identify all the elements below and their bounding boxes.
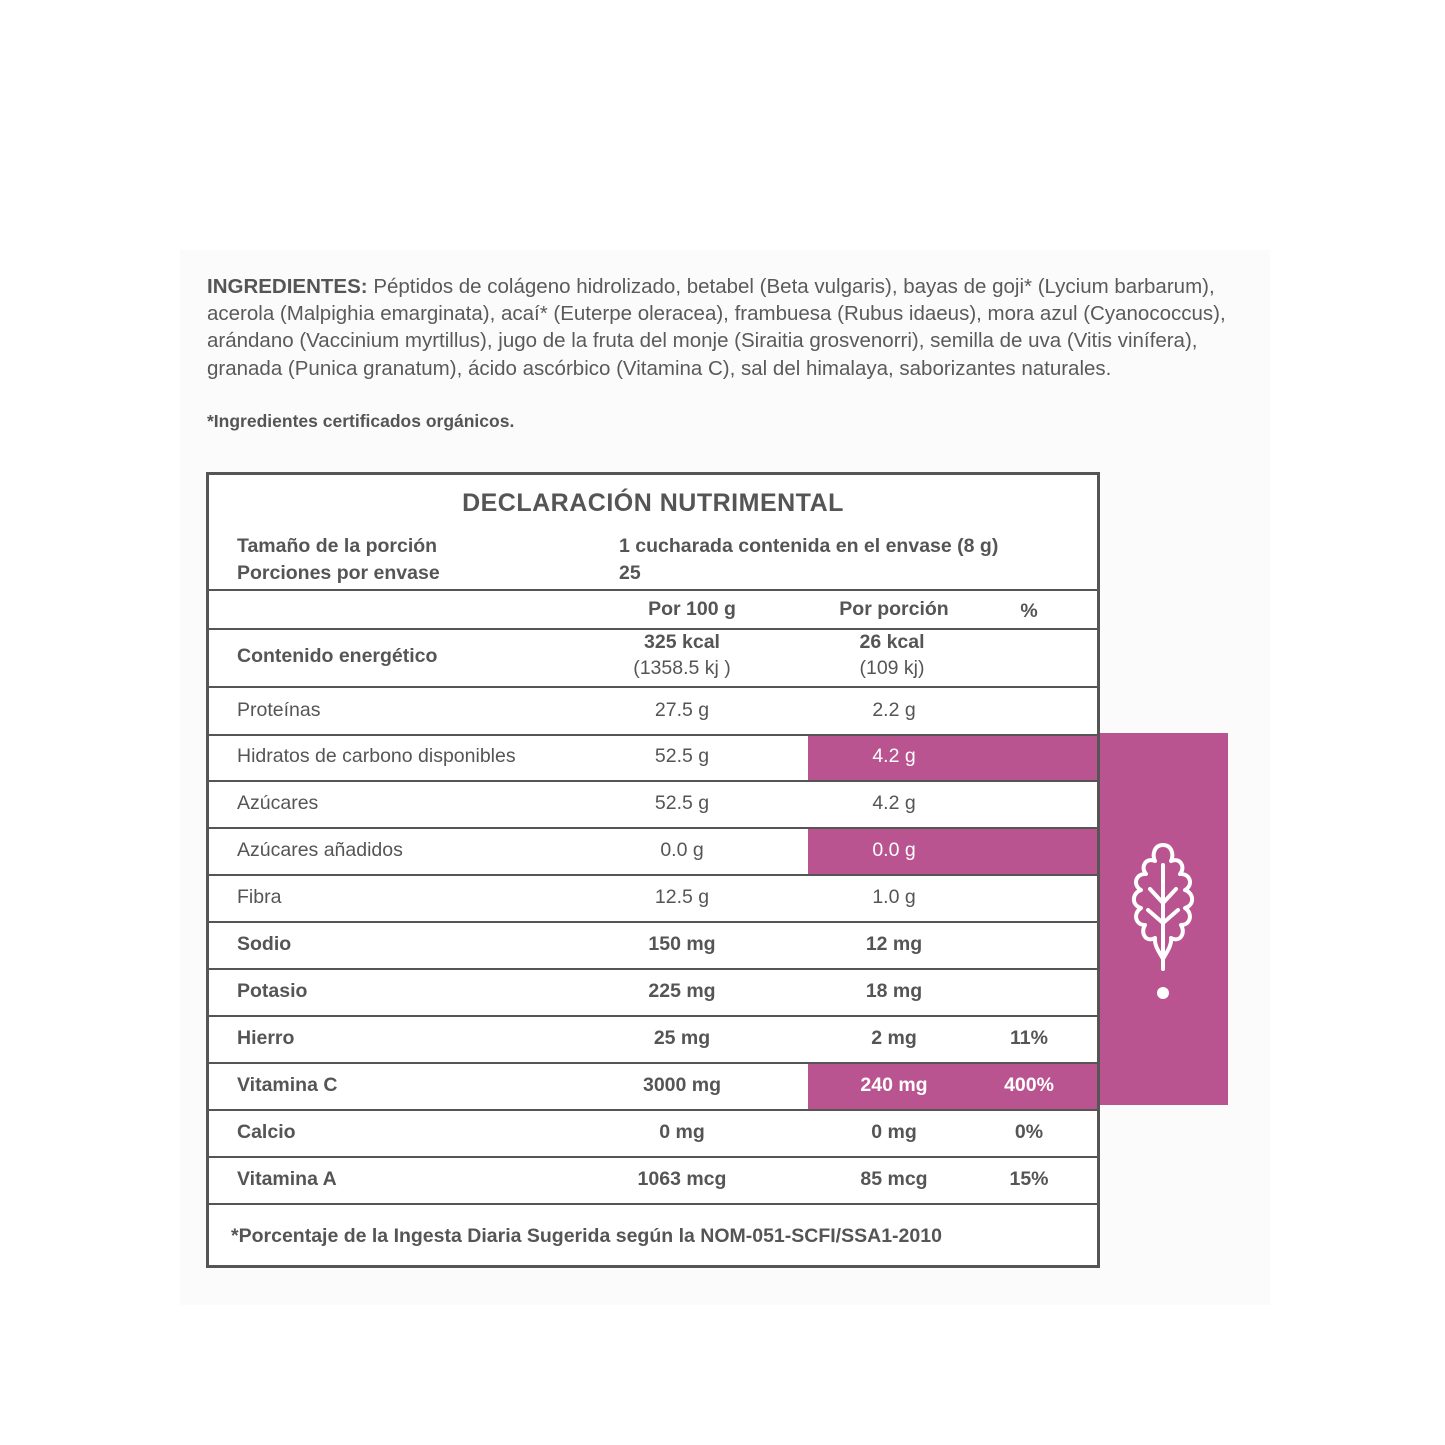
nutrient-perserving: 12 mg	[865, 933, 923, 955]
nutrient-perserving: 4.2 g	[872, 745, 916, 767]
nutrient-name: Sodio	[237, 933, 292, 955]
nutrient-percent: 15%	[1009, 1168, 1049, 1190]
col-header-percent: %	[1020, 600, 1038, 622]
divider	[209, 1203, 1097, 1205]
nutrient-perserving: 4.2 g	[872, 792, 916, 814]
energy-perserving-kj: (109 kj)	[859, 657, 925, 679]
nutrient-per100: 0.0 g	[660, 839, 704, 861]
nutrient-per100: 52.5 g	[654, 792, 710, 814]
nutrient-name: Azúcares	[237, 792, 319, 814]
footnote: *Porcentaje de la Ingesta Diaria Sugerida según la NOM-051-SCFI/SSA1-2010	[231, 1225, 942, 1247]
divider	[209, 1015, 1097, 1017]
nutrient-name: Potasio	[237, 980, 308, 1002]
energy-per100-kj: (1358.5 kj )	[633, 657, 731, 679]
energy-per100-kcal: 325 kcal	[644, 631, 720, 653]
nutrient-per100: 27.5 g	[654, 699, 710, 721]
divider	[209, 1062, 1097, 1064]
nutrient-name: Vitamina A	[237, 1168, 337, 1190]
nutrient-perserving: 2 mg	[871, 1027, 917, 1049]
nutrient-per100: 0 mg	[659, 1121, 705, 1143]
nutrient-perserving: 1.0 g	[872, 886, 916, 908]
divider	[209, 1156, 1097, 1158]
ingredients-note: *Ingredientes certificados orgánicos.	[207, 411, 515, 431]
nutrient-percent: 11%	[1010, 1027, 1048, 1049]
divider	[209, 628, 1097, 630]
nutrient-percent: 0%	[1014, 1121, 1044, 1143]
nutrient-perserving: 85 mcg	[860, 1168, 928, 1190]
servings-value: 25	[619, 562, 641, 584]
divider	[209, 780, 1097, 782]
ingredients-list: Péptidos de colágeno hidrolizado, betabel (Beta vulgaris), bayas de goji* (Lycium barbarum), acerola (Malpighia emarginata), acaí* (Euterpe oleracea), frambuesa (Rubus idaeus), mora azul (Cyanococcus), arándano (Vaccinium myrtillus), jugo de la fruta del monje (Siraitia grosvenorri), semilla de uva (Vitis vinífera), granada (Punica granatum), ácido ascórbico (Vitamina C), sal del himalaya, saborizantes naturales.	[207, 275, 1226, 380]
nutrient-name: Hidratos de carbono disponibles	[237, 745, 516, 767]
divider	[209, 734, 1097, 736]
ingredients-text	[207, 273, 1237, 382]
nutrient-per100: 1063 mcg	[637, 1168, 727, 1190]
servings-label: Porciones por envase	[237, 562, 440, 584]
divider	[209, 921, 1097, 923]
nutrition-title: DECLARACIÓN NUTRIMENTAL	[462, 489, 844, 517]
divider	[209, 968, 1097, 970]
nutrient-perserving: 2.2 g	[872, 699, 916, 721]
nutrient-perserving: 18 mg	[865, 980, 923, 1002]
col-header-per100: Por 100 g	[648, 598, 736, 620]
energy-label: Contenido energético	[237, 645, 438, 667]
nutrient-name: Proteínas	[237, 699, 321, 721]
nutrient-percent: 400%	[1004, 1074, 1054, 1096]
energy-perserving-kcal: 26 kcal	[859, 631, 925, 653]
col-header-perserving: Por porción	[839, 598, 949, 620]
nutrition-facts-table	[206, 472, 1100, 1268]
divider	[209, 589, 1097, 591]
serving-size-label: Tamaño de la porción	[237, 535, 438, 557]
divider	[209, 827, 1097, 829]
nutrient-per100: 225 mg	[648, 980, 716, 1002]
nutrient-name: Calcio	[237, 1121, 296, 1143]
divider	[209, 686, 1097, 688]
nutrient-per100: 150 mg	[648, 933, 716, 955]
divider	[209, 1109, 1097, 1111]
nutrient-per100: 12.5 g	[654, 886, 710, 908]
nutrient-perserving: 240 mg	[860, 1074, 928, 1096]
nutrient-perserving: 0 mg	[871, 1121, 917, 1143]
nutrient-name: Fibra	[237, 886, 282, 908]
nutrient-per100: 25 mg	[653, 1027, 711, 1049]
nutrient-perserving: 0.0 g	[872, 839, 916, 861]
nutrient-per100: 52.5 g	[654, 745, 710, 767]
kale-leaf-icon	[1098, 733, 1228, 1105]
nutrient-per100: 3000 mg	[642, 1074, 722, 1096]
nutrient-name: Azúcares añadidos	[237, 839, 403, 861]
ingredients-label: INGREDIENTES:	[207, 275, 368, 298]
side-accent-box	[1098, 733, 1228, 1105]
divider	[209, 874, 1097, 876]
nutrient-name: Vitamina C	[237, 1074, 338, 1096]
nutrient-name: Hierro	[237, 1027, 295, 1049]
serving-size-value: 1 cucharada contenida en el envase (8 g)	[619, 535, 999, 557]
